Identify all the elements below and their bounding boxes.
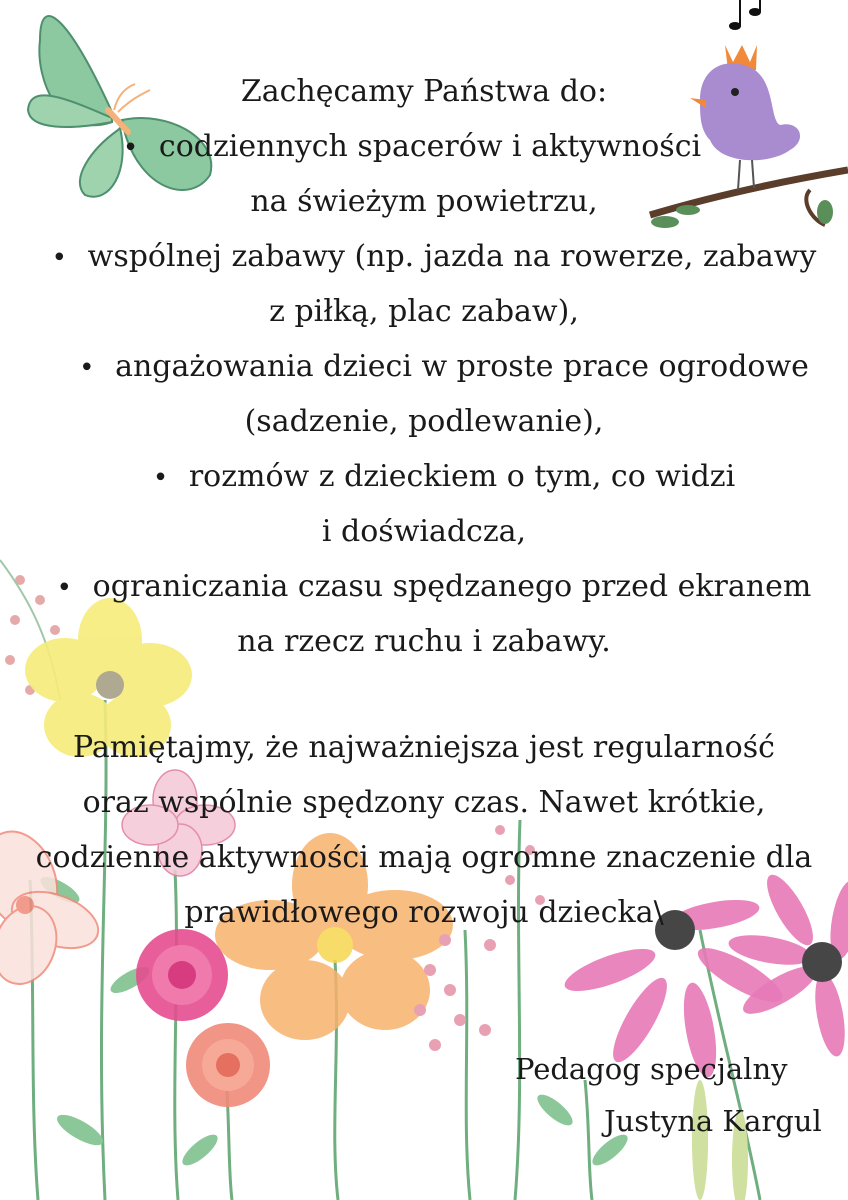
bullet-item-5 <box>24 559 844 616</box>
closing-line-1: Pamiętajmy, że najważniejsza jest regularność <box>73 730 775 765</box>
intro-heading: Zachęcamy Państwa do: <box>240 74 608 109</box>
bullet-item-3-continued: (sadzenie, podlewanie), <box>244 404 604 439</box>
bullet-item-4-continued: i doświadcza, <box>321 514 527 549</box>
bullet-item-1 <box>0 119 836 176</box>
closing-line-2: oraz wspólnie spędzony czas. Nawet krótkie, <box>82 785 766 820</box>
bullet-text: wspólnej zabawy (np. jazda na rowerze, zabawy <box>87 239 817 274</box>
flower-icon <box>186 1023 270 1107</box>
signature-role: Pedagog specjalny <box>515 1052 788 1086</box>
bullet-text: rozmów z dzieckiem o tym, co widzi <box>188 459 736 494</box>
closing-line-4: prawidłowego rozwoju dziecka\ <box>184 895 664 930</box>
bullet-item-1-continued: na świeżym powietrzu, <box>250 184 598 219</box>
bullet-item-2 <box>24 229 844 286</box>
bullet-item-2-continued: z piłką, plac zabaw), <box>269 294 579 329</box>
music-note-icon <box>729 0 761 30</box>
signature-name: Justyna Kargul <box>604 1104 822 1138</box>
closing-line-3: codzienne aktywności mają ogromne znaczenie dla <box>35 840 813 875</box>
flower-icon <box>136 929 228 1021</box>
bullet-item-4 <box>20 449 848 506</box>
bullet-item-3 <box>20 339 848 396</box>
bullet-item-5-continued: na rzecz ruchu i zabawy. <box>237 624 611 659</box>
bullet-text: angażowania dzieci w proste prace ogrodowe <box>115 349 809 384</box>
bullet-text: ograniczania czasu spędzanego przed ekranem <box>92 569 812 604</box>
bullet-text: codziennych spacerów i aktywności <box>158 129 702 164</box>
